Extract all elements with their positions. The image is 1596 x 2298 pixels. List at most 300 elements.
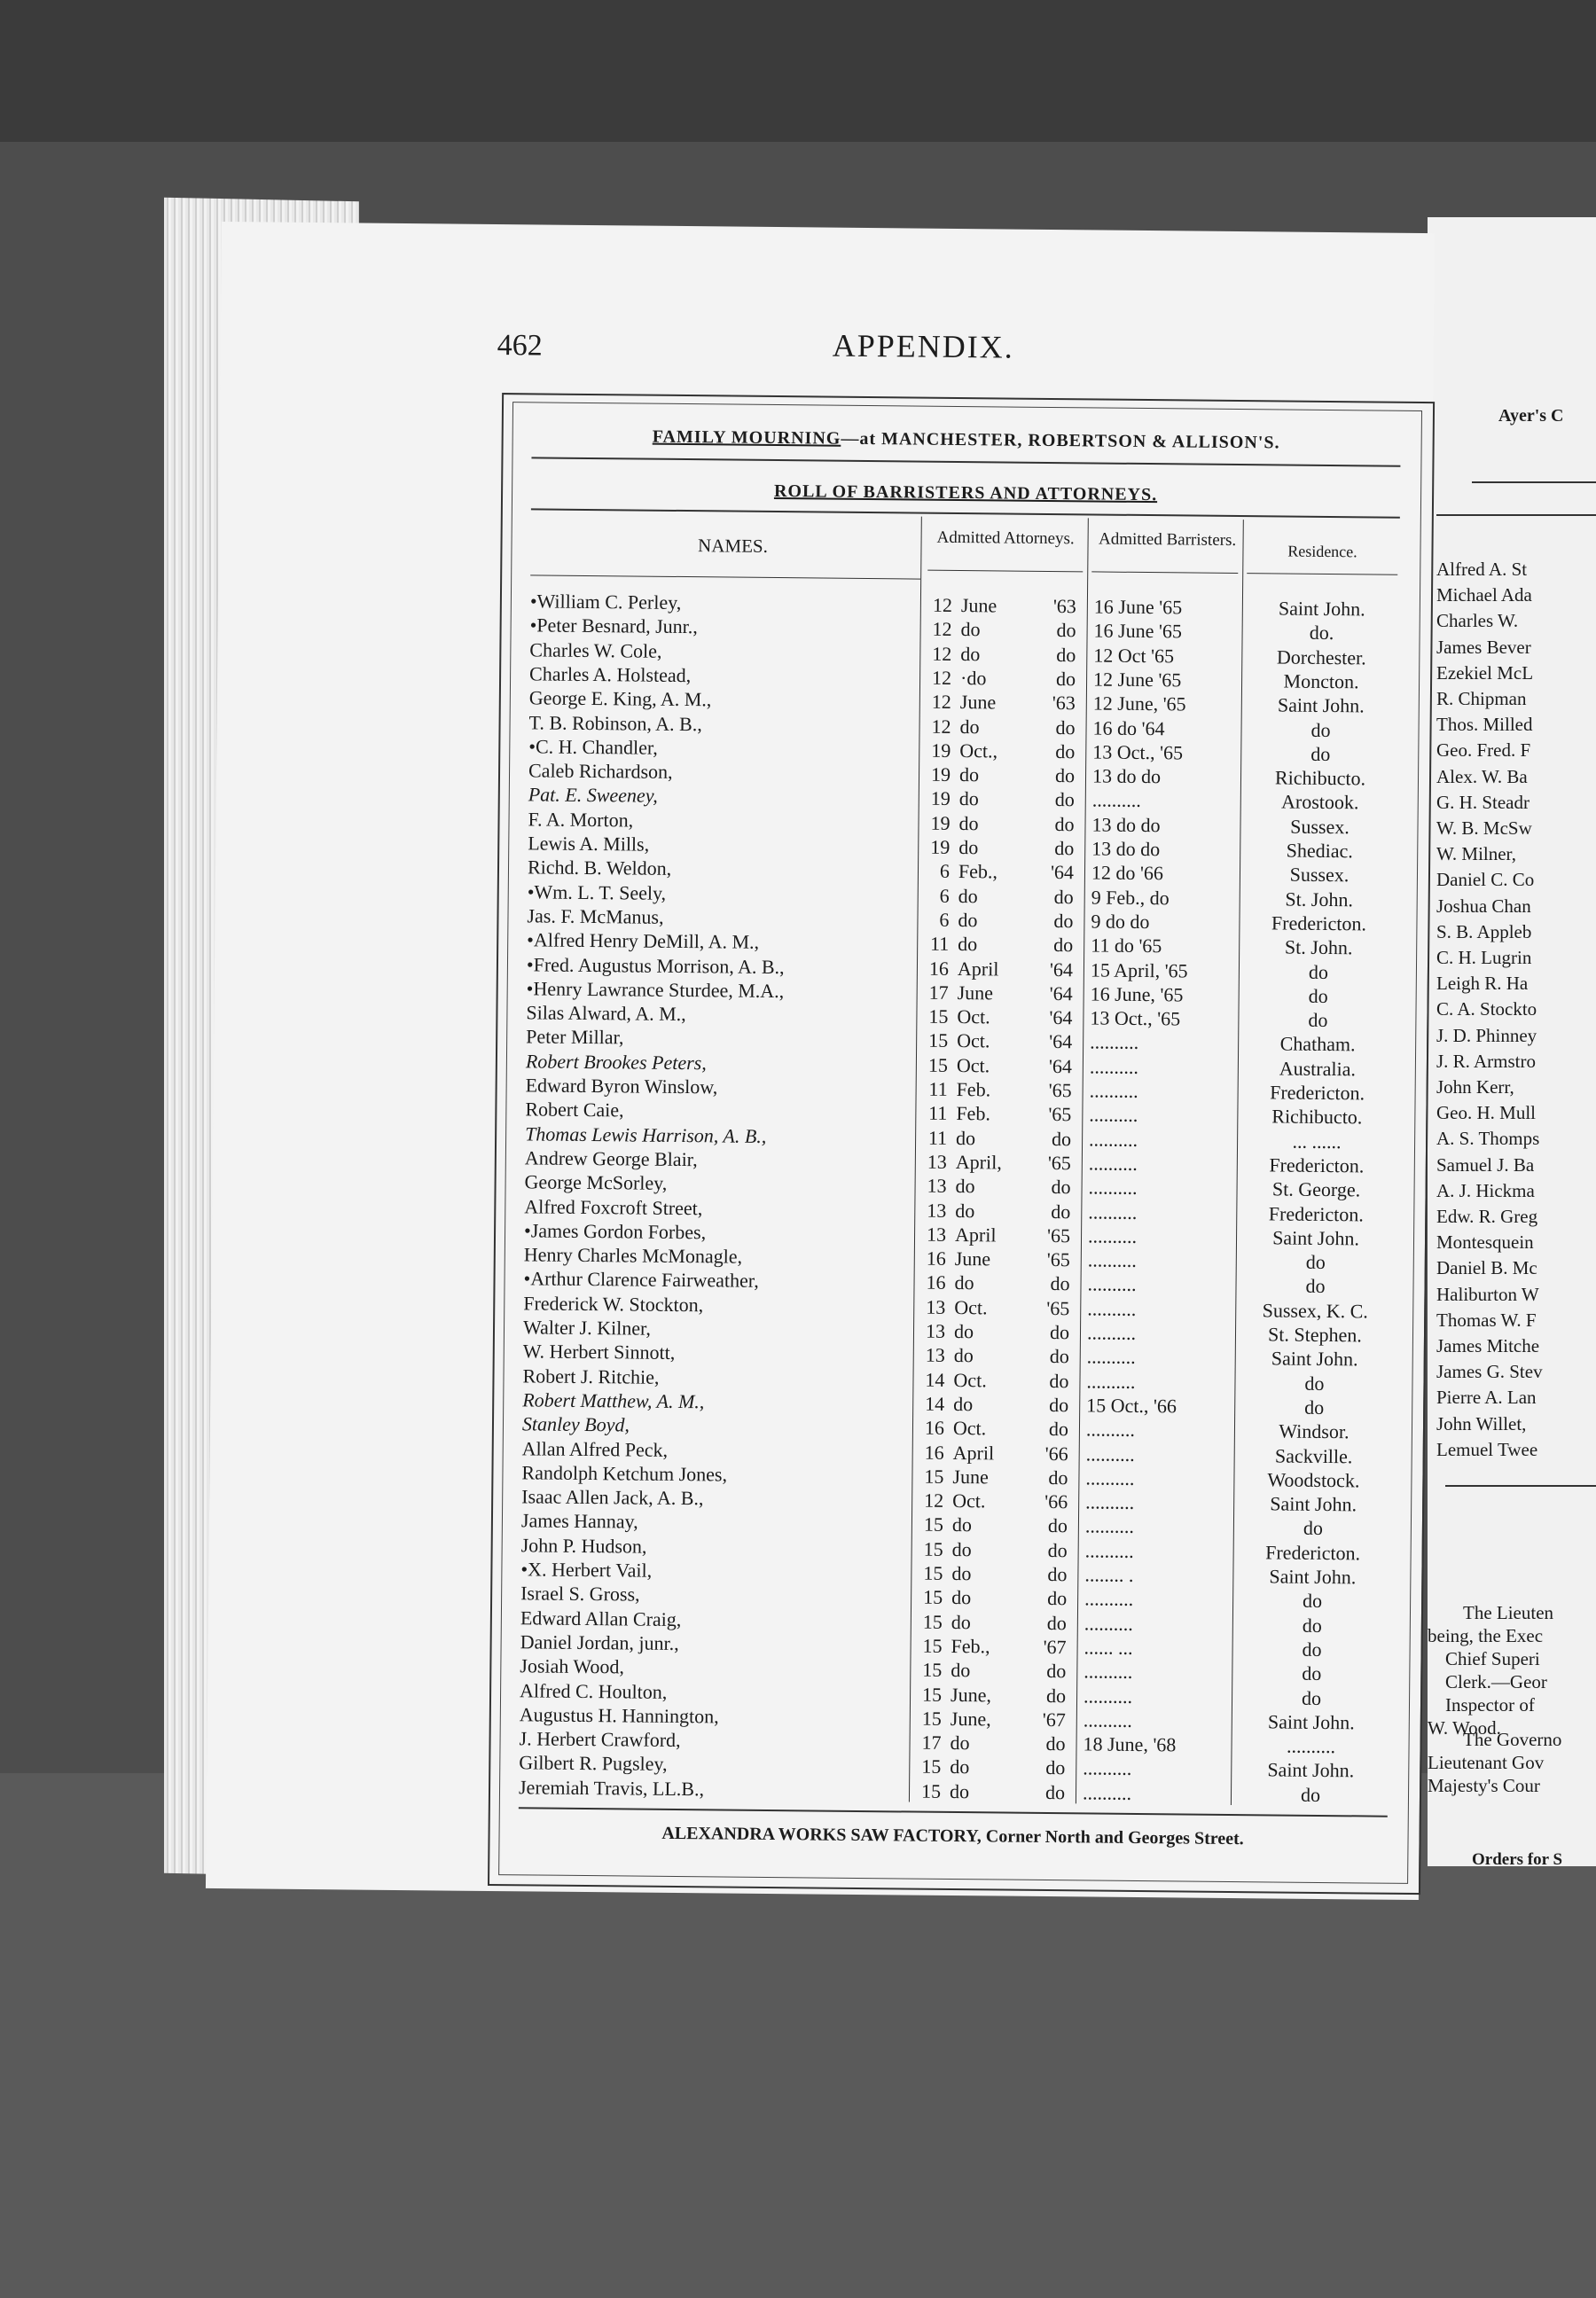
ad-top-text: —at MANCHESTER, ROBERTSON & ALLISON'S. — [841, 428, 1280, 453]
barrister-name: Frederick W. Stockton, — [523, 1292, 704, 1316]
barrister-name: Israel S. Gross, — [520, 1582, 640, 1606]
facing-page-line: Samuel J. Ba — [1436, 1153, 1535, 1176]
attorney-year: do — [1047, 1563, 1068, 1586]
residence: Chatham. — [1279, 1032, 1356, 1056]
attorney-month: do — [960, 618, 981, 641]
attorney-year: do — [1048, 1466, 1068, 1489]
attorney-month: Feb., — [951, 1634, 990, 1658]
attorney-year: do — [1051, 1176, 1071, 1199]
admitted-barrister-date: 15 April, '65 — [1090, 958, 1188, 981]
residence: Sussex. — [1290, 815, 1350, 838]
residence: Saint John. — [1267, 1758, 1355, 1782]
admitted-barrister-date: .......... — [1083, 1708, 1132, 1731]
facing-page-footer: Orders for S — [1472, 1850, 1563, 1866]
residence: Saint John. — [1267, 1710, 1355, 1734]
attorney-month: do — [950, 1755, 970, 1778]
attorney-day: 15 — [922, 1658, 943, 1682]
attorney-day: 16 — [926, 1247, 946, 1270]
admitted-barrister-date: .......... — [1085, 1490, 1135, 1514]
admitted-barrister-date: 12 Oct '65 — [1093, 644, 1175, 667]
column-header-attorneys: Admitted Attorneys. — [936, 528, 1075, 549]
barrister-name: T. B. Robinson, A. B., — [528, 710, 702, 735]
attorney-day: 13 — [925, 1343, 945, 1367]
residence: Fredericton. — [1265, 1541, 1361, 1565]
residence: Sussex. — [1289, 863, 1350, 887]
facing-page-line: Michael Ada — [1436, 584, 1532, 606]
facing-page-line: Leigh R. Ha — [1436, 973, 1529, 995]
column-header-barristers: Admitted Barristers. — [1098, 529, 1237, 550]
attorney-month: do — [949, 1779, 970, 1802]
facing-page-line: Edw. R. Greg — [1436, 1206, 1538, 1227]
attorney-day: 15 — [923, 1537, 943, 1560]
table-title: ROLL OF BARRISTERS AND ATTORNEYS. — [773, 481, 1158, 505]
barrister-name: W. Herbert Sinnott, — [522, 1340, 676, 1364]
attorney-day: 17 — [928, 981, 949, 1004]
attorney-day: 13 — [927, 1199, 947, 1222]
admitted-barrister-date: .......... — [1089, 1079, 1138, 1102]
residence: Fredericton. — [1269, 1153, 1365, 1177]
residence: Woodstock. — [1267, 1468, 1360, 1492]
barrister-name: James Hannay, — [520, 1509, 638, 1533]
admitted-barrister-date: .......... — [1084, 1514, 1135, 1538]
attorney-month: do — [958, 933, 978, 956]
admitted-barrister-date: 9 Feb., do — [1091, 886, 1170, 909]
attorney-day: 15 — [924, 1465, 944, 1488]
barrister-name: J. Herbert Crawford, — [519, 1727, 681, 1752]
admitted-barrister-date: .......... — [1086, 1321, 1137, 1344]
barrister-name: Silas Alward, A. M., — [526, 1001, 686, 1026]
attorney-year: do — [1046, 1611, 1067, 1634]
residence: do — [1308, 984, 1328, 1007]
attorney-day: 6 — [939, 860, 951, 883]
barrister-name: Augustus H. Hannington, — [519, 1703, 719, 1728]
residence: Shediac. — [1286, 839, 1353, 863]
barrister-name: Edward Allan Craig, — [520, 1606, 682, 1630]
attorney-year: do — [1045, 1732, 1066, 1755]
facing-page-line: J. D. Phinney — [1436, 1024, 1537, 1046]
barrister-name: •Alfred Henry DeMill, A. M., — [527, 928, 760, 954]
attorney-month: do — [958, 787, 979, 810]
attorney-day: 11 — [928, 1101, 948, 1125]
residence: do — [1308, 960, 1329, 983]
attorney-month: Feb., — [958, 860, 998, 883]
facing-page-line: The Lieuten — [1463, 1602, 1554, 1623]
admitted-barrister-date: .......... — [1087, 1297, 1137, 1320]
facing-page-line: R. Chipman — [1436, 688, 1527, 709]
attorney-day: 12 — [931, 690, 951, 714]
attorney-year: do — [1053, 934, 1074, 957]
residence: do. — [1309, 621, 1334, 645]
attorney-month: do — [954, 1271, 974, 1294]
attorney-year: do — [1047, 1538, 1068, 1561]
attorney-month: do — [951, 1537, 972, 1560]
attorney-month: do — [958, 908, 978, 932]
attorney-month: June — [954, 1247, 991, 1270]
attorney-year: '63 — [1052, 692, 1076, 715]
background-top — [0, 0, 1596, 142]
attorney-year: do — [1049, 1321, 1070, 1344]
attorney-month: Oct. — [952, 1489, 986, 1512]
residence: Richibucto. — [1271, 1105, 1363, 1129]
admitted-barrister-date: 16 June, '65 — [1090, 982, 1184, 1006]
facing-page-line: C. A. Stockto — [1436, 998, 1537, 1020]
facing-page-line: W. Wood. — [1428, 1717, 1501, 1739]
attorney-month: June — [960, 594, 998, 617]
facing-page-line: A. J. Hickma — [1436, 1179, 1535, 1201]
attorney-year: do — [1045, 1756, 1066, 1779]
attorney-day: 15 — [922, 1634, 943, 1657]
residence: Saint John. — [1270, 1492, 1357, 1516]
facing-page-line: W. Milner, — [1436, 843, 1516, 865]
barrister-name: Jeremiah Travis, LL.B., — [518, 1775, 705, 1800]
residence: Saint John. — [1272, 1226, 1360, 1250]
facing-page-line: Alfred A. St — [1436, 559, 1528, 580]
barrister-name: Alfred C. Houlton, — [519, 1678, 668, 1703]
admitted-barrister-date: 15 Oct., '66 — [1086, 1394, 1177, 1418]
attorney-day: 12 — [931, 666, 952, 689]
attorney-day: 6 — [939, 908, 950, 931]
attorney-day: 11 — [929, 932, 950, 956]
attorney-year: '64 — [1049, 1030, 1073, 1053]
admitted-barrister-date: .......... — [1088, 1128, 1138, 1151]
residence: Saint John. — [1269, 1565, 1357, 1589]
residence: Arostook. — [1280, 790, 1359, 814]
barrister-name: •X. Herbert Vail, — [520, 1558, 653, 1582]
facing-page — [1428, 217, 1596, 1866]
attorney-day: 13 — [927, 1150, 947, 1173]
barrister-name: Robert J. Ritchie, — [522, 1364, 660, 1388]
facing-page-line: The Governo — [1463, 1729, 1562, 1750]
barrister-name: Josiah Wood, — [520, 1654, 625, 1678]
attorney-month: Oct. — [952, 1417, 987, 1440]
barrister-name: Walter J. Kilner, — [522, 1316, 652, 1340]
book-page — [206, 222, 1435, 1900]
admitted-barrister-date: .......... — [1084, 1660, 1133, 1684]
attorney-year: '65 — [1046, 1223, 1071, 1247]
residence: .......... — [1286, 1734, 1336, 1758]
attorney-day: 19 — [931, 739, 951, 762]
barrister-name: F. A. Morton, — [528, 808, 634, 832]
attorney-year: do — [1054, 812, 1075, 835]
attorney-month: do — [958, 763, 980, 786]
attorney-year: do — [1050, 1272, 1070, 1295]
attorney-day: 19 — [930, 787, 951, 810]
attorney-month: June — [957, 981, 994, 1004]
admitted-barrister-date: .......... — [1085, 1418, 1136, 1442]
advertisement-bottom: ALEXANDRA WORKS SAW FACTORY, Corner North and Georges Street. — [661, 1823, 1244, 1849]
admitted-barrister-date: 11 do '65 — [1091, 934, 1162, 958]
residence: do — [1310, 718, 1331, 741]
attorney-year: do — [1053, 909, 1074, 933]
residence: do — [1303, 1590, 1323, 1613]
attorney-day: 15 — [921, 1707, 942, 1730]
facing-page-line: C. H. Lugrin — [1436, 947, 1532, 968]
attorney-day: 13 — [927, 1174, 947, 1198]
barrister-name: Charles W. Cole, — [529, 637, 662, 662]
admitted-barrister-date: .......... — [1089, 1055, 1139, 1078]
barrister-name: Stanley Boyd, — [521, 1412, 630, 1436]
residence: Australia. — [1279, 1057, 1357, 1081]
column-header-names: NAMES. — [698, 535, 769, 557]
running-head: APPENDIX. — [832, 327, 1014, 365]
barrister-name: •Arthur Clarence Fairweather, — [523, 1267, 759, 1293]
admitted-barrister-date: .......... — [1083, 1684, 1133, 1708]
barrister-name: John P. Hudson, — [520, 1533, 647, 1558]
admitted-barrister-date: 12 June '65 — [1092, 668, 1182, 692]
attorney-day: 12 — [932, 618, 952, 641]
residence: do — [1305, 1250, 1326, 1274]
admitted-barrister-date: .......... — [1084, 1539, 1134, 1562]
residence: Fredericton. — [1271, 911, 1367, 935]
barrister-name: Allan Alfred Peck, — [521, 1436, 669, 1461]
ad-top-label: FAMILY MOURNING — [652, 426, 841, 449]
residence: do — [1300, 1783, 1321, 1806]
attorney-year: do — [1044, 1780, 1066, 1803]
residence: do — [1305, 1275, 1326, 1298]
attorney-day: 15 — [928, 1029, 949, 1052]
residence: Sussex, K. C. — [1262, 1299, 1368, 1323]
residence: Fredericton. — [1270, 1081, 1365, 1105]
barrister-name: •Fred. Augustus Morrison, A. B., — [526, 952, 785, 978]
facing-page-line: Pierre A. Lan — [1436, 1387, 1537, 1409]
attorney-month: ·do — [959, 666, 987, 690]
admitted-barrister-date: 13 Oct., '65 — [1090, 1006, 1181, 1030]
attorney-year: do — [1056, 619, 1076, 642]
attorney-day: 15 — [923, 1513, 944, 1536]
facing-page-line: J. R. Armstro — [1436, 1050, 1537, 1072]
facing-page-line: Geo. H. Mull — [1436, 1102, 1536, 1124]
attorney-day: 15 — [920, 1779, 942, 1802]
admitted-barrister-date: .......... — [1090, 1030, 1139, 1054]
attorney-year: '64 — [1049, 958, 1074, 981]
attorney-year: '65 — [1048, 1078, 1072, 1102]
residence: Dorchester. — [1276, 645, 1366, 669]
admitted-barrister-date: 13 do do — [1091, 764, 1162, 788]
residence: do — [1310, 742, 1331, 765]
barrister-name: Daniel Jordan, junr., — [520, 1630, 679, 1654]
barrister-name: Pat. E. Sweeney, — [528, 783, 658, 808]
admitted-barrister-date: .......... — [1088, 1176, 1138, 1200]
admitted-barrister-date: .......... — [1087, 1248, 1137, 1272]
admitted-barrister-date: 13 Oct., '65 — [1092, 740, 1184, 764]
attorney-month: April, — [955, 1150, 1002, 1174]
attorney-year: do — [1051, 1200, 1071, 1223]
facing-page-line: John Willet, — [1436, 1412, 1527, 1434]
attorney-year: '63 — [1052, 595, 1077, 618]
attorney-month: Oct. — [957, 1005, 990, 1028]
facing-page-header: Ayer's C — [1498, 406, 1564, 426]
attorney-year: do — [1046, 1660, 1067, 1683]
facing-page-line: Daniel B. Mc — [1436, 1257, 1537, 1279]
attorney-year: do — [1055, 715, 1076, 739]
attorney-day: 19 — [930, 811, 951, 834]
attorney-year: do — [1054, 788, 1075, 811]
residence: do — [1302, 1638, 1322, 1661]
attorney-day: 12 — [931, 715, 951, 738]
barrister-name: Robert Caie, — [525, 1098, 624, 1122]
admitted-barrister-date: 16 do '64 — [1092, 715, 1165, 739]
attorney-day: 14 — [925, 1392, 945, 1415]
barrister-name: Richd. B. Weldon, — [527, 856, 672, 880]
attorney-year: '65 — [1048, 1103, 1072, 1126]
residence: do — [1308, 1008, 1328, 1032]
attorney-year: do — [1055, 739, 1076, 763]
facing-page-line: Geo. Fred. F — [1436, 739, 1531, 762]
residence: Richibucto. — [1274, 766, 1366, 790]
attorney-month: do — [958, 836, 979, 859]
facing-page-line: James Bever — [1436, 636, 1531, 658]
attorney-year: '65 — [1047, 1151, 1071, 1175]
barrister-name: •Peter Besnard, Junr., — [529, 614, 698, 638]
attorney-day: 12 — [932, 642, 952, 665]
attorney-day: 16 — [924, 1441, 944, 1464]
attorney-month: do — [958, 884, 978, 907]
admitted-barrister-date: .......... — [1082, 1781, 1132, 1804]
barrister-name: •James Gordon Forbes, — [523, 1219, 707, 1244]
barrister-name: Thomas Lewis Harrison, A. B., — [525, 1122, 767, 1147]
attorney-month: Feb. — [956, 1078, 991, 1101]
admitted-barrister-date: ...... ... — [1084, 1636, 1133, 1659]
residence: Sackville. — [1274, 1443, 1353, 1467]
attorney-month: do — [951, 1513, 973, 1536]
barrister-name: Peter Millar, — [526, 1025, 624, 1049]
attorney-month: do — [960, 642, 981, 665]
facing-page-line: Daniel C. Co — [1436, 869, 1535, 891]
attorney-day: 12 — [932, 593, 953, 616]
admitted-barrister-date: 13 do do — [1091, 813, 1161, 836]
attorney-year: '64 — [1049, 1006, 1073, 1029]
admitted-barrister-date: .......... — [1088, 1152, 1138, 1175]
facing-page-line: John Kerr, — [1436, 1076, 1514, 1098]
admitted-barrister-date: 9 do do — [1091, 910, 1150, 933]
attorney-day: 13 — [926, 1223, 947, 1246]
barrister-name: •Wm. L. T. Seely, — [527, 879, 667, 904]
attorney-day: 15 — [927, 1053, 949, 1076]
barrister-name: Henry Charles McMonagle, — [523, 1243, 743, 1268]
facing-page-rule — [1436, 514, 1596, 516]
admitted-barrister-date: .......... — [1086, 1370, 1136, 1393]
attorney-month: do — [956, 1126, 976, 1149]
facing-page-line: Clerk.—Geor — [1445, 1671, 1547, 1692]
facing-page-line: Inspector of — [1445, 1694, 1535, 1716]
attorney-day: 15 — [923, 1561, 943, 1584]
attorney-month: do — [958, 811, 979, 834]
attorney-year: do — [1055, 667, 1076, 691]
facing-page-line: Thos. Milled — [1436, 714, 1533, 736]
page-number: 462 — [497, 328, 543, 363]
attorney-day: 13 — [925, 1319, 946, 1342]
residence: Saint John. — [1271, 1347, 1358, 1371]
admitted-barrister-date: .......... — [1089, 1103, 1138, 1127]
attorney-year: do — [1049, 1345, 1069, 1368]
facing-page-line: Ezekiel McL — [1436, 661, 1534, 684]
attorney-day: 14 — [925, 1368, 945, 1391]
residence: do — [1304, 1395, 1325, 1419]
attorney-month: June, — [950, 1683, 992, 1706]
attorney-day: 19 — [930, 762, 951, 786]
attorney-month: do — [950, 1731, 970, 1755]
barrister-name: Robert Matthew, A. M., — [522, 1388, 705, 1413]
admitted-barrister-date: .......... — [1085, 1442, 1135, 1466]
barrister-name: George E. King, A. M., — [528, 686, 712, 711]
residence: do — [1302, 1614, 1322, 1637]
facing-page-line: Charles W. — [1436, 610, 1519, 632]
attorney-day: 17 — [921, 1731, 942, 1754]
barrister-name: George McSorley, — [524, 1170, 668, 1195]
attorney-day: 16 — [924, 1416, 945, 1440]
residence: St. Stephen. — [1268, 1323, 1362, 1347]
residence: St. John. — [1284, 935, 1353, 959]
attorney-year: '65 — [1046, 1296, 1070, 1319]
barrister-name: Andrew George Blair, — [524, 1146, 698, 1171]
admitted-barrister-date: .......... — [1083, 1756, 1132, 1780]
admitted-barrister-date: .......... — [1086, 1345, 1136, 1369]
facing-page-line: Majesty's Cour — [1428, 1775, 1540, 1796]
attorney-month: do — [951, 1610, 971, 1633]
admitted-barrister-date: 12 June, '65 — [1092, 692, 1186, 715]
attorney-month: do — [951, 1659, 971, 1682]
residence: St. George. — [1271, 1177, 1361, 1201]
attorney-year: '66 — [1044, 1442, 1068, 1465]
attorney-day: 6 — [939, 884, 950, 907]
barrister-name: Lewis A. Mills, — [528, 832, 650, 856]
attorney-day: 15 — [921, 1755, 942, 1778]
attorney-month: do — [955, 1175, 975, 1198]
attorney-year: do — [1054, 764, 1076, 787]
facing-page-line: Chief Superi — [1445, 1648, 1540, 1669]
attorney-day: 13 — [926, 1295, 946, 1318]
barrister-name: Isaac Allen Jack, A. B., — [521, 1485, 704, 1510]
attorney-month: June — [952, 1465, 989, 1489]
facing-page-line: G. H. Steadr — [1436, 791, 1530, 813]
attorney-month: do — [955, 1199, 975, 1222]
attorney-day: 15 — [921, 1683, 943, 1706]
admitted-barrister-date: 13 do do — [1091, 837, 1161, 861]
attorney-month: do — [951, 1561, 972, 1585]
attorney-month: April — [952, 1441, 995, 1464]
facing-page-line: being, the Exec — [1428, 1625, 1544, 1646]
attorney-month: do — [953, 1392, 974, 1416]
attorney-month: April — [957, 957, 999, 980]
admitted-barrister-date: .......... — [1091, 788, 1141, 812]
admitted-barrister-date: .......... — [1088, 1200, 1138, 1223]
facing-page-rule — [1472, 481, 1596, 483]
admitted-barrister-date: .......... — [1085, 1466, 1135, 1489]
attorney-day: 15 — [923, 1585, 943, 1609]
residence: Fredericton. — [1268, 1201, 1364, 1225]
attorney-year: '66 — [1044, 1490, 1068, 1513]
barrister-name: Edward Byron Winslow, — [525, 1074, 718, 1098]
residence: do — [1302, 1661, 1322, 1685]
attorney-day: 19 — [930, 835, 951, 858]
attorney-month: Oct. — [957, 1029, 990, 1052]
barrister-name: •William C. Perley, — [529, 590, 682, 614]
residence: Saint John. — [1277, 693, 1365, 717]
facing-page-line: James Mitche — [1436, 1335, 1540, 1356]
residence: do — [1303, 1517, 1324, 1540]
facing-page-line: Joshua Chan — [1436, 895, 1531, 917]
attorney-year: '64 — [1050, 861, 1075, 884]
attorney-month: do — [951, 1586, 972, 1609]
barrister-name: •C. H. Chandler, — [528, 735, 658, 759]
attorney-year: do — [1048, 1418, 1069, 1441]
barrister-name: Randolph Ketchum Jones, — [521, 1461, 728, 1486]
barrister-name: Alfred Foxcroft Street, — [524, 1194, 703, 1219]
attorney-day: 16 — [928, 957, 950, 980]
attorney-month: do — [953, 1344, 974, 1367]
attorney-month: Oct. — [954, 1295, 988, 1319]
attorney-month: June — [959, 691, 997, 714]
